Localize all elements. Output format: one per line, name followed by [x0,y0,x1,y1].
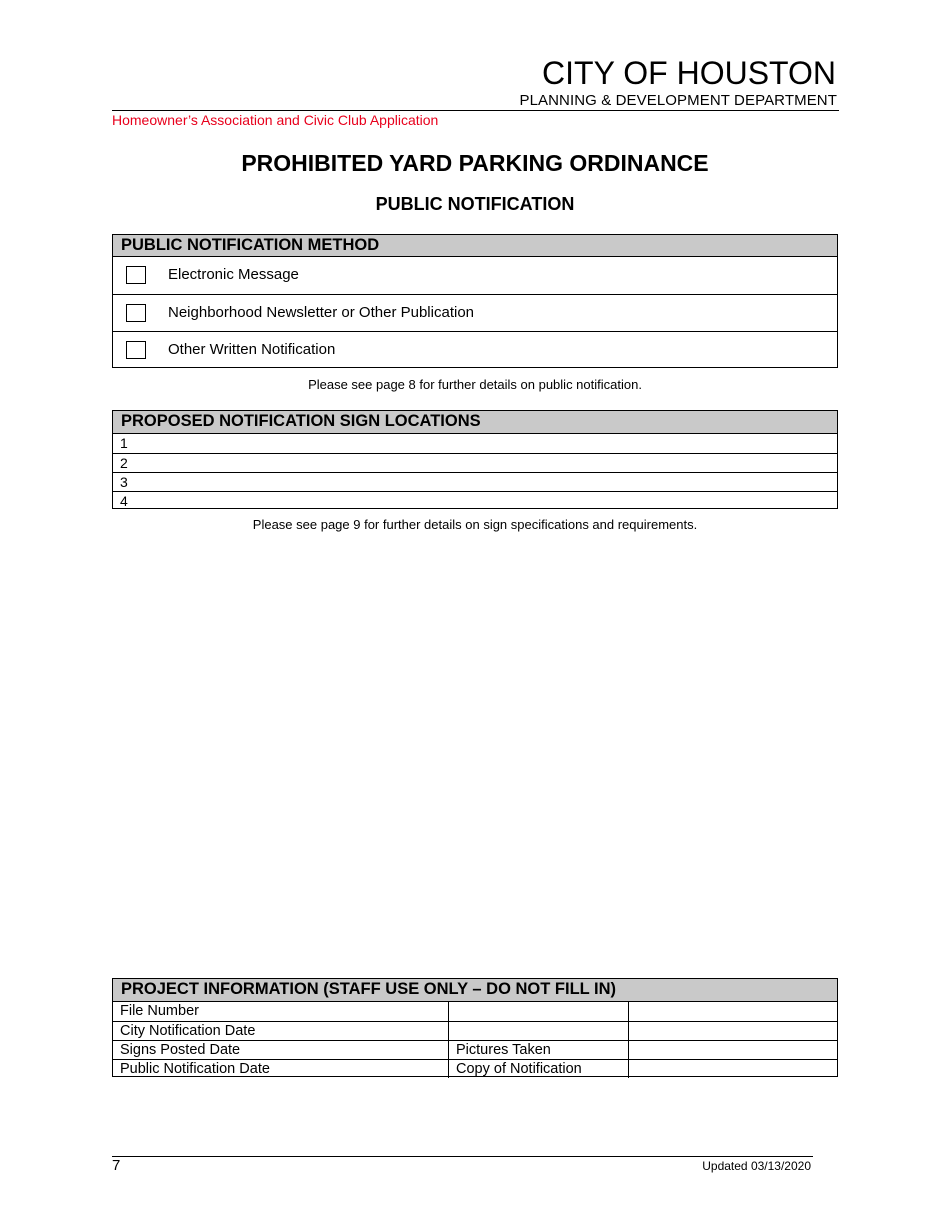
method-option-newsletter[interactable] [113,294,837,331]
sign-locations-table [112,410,838,509]
notification-method-heading: PUBLIC NOTIFICATION METHOD [113,235,837,257]
method-option-electronic[interactable] [113,257,837,294]
sign-location-row-1[interactable]: 1 [120,435,128,451]
sign-location-row-3[interactable]: 3 [113,472,837,491]
page-title: PROHIBITED YARD PARKING ORDINANCE [241,150,709,176]
sign-locations-heading: PROPOSED NOTIFICATION SIGN LOCATIONS [113,411,837,434]
copy-of-notification-field [629,1060,837,1078]
file-number-field [449,1002,629,1021]
notification-method-note: Please see page 8 for further details on public notification. [308,377,642,392]
signs-posted-date-label: Signs Posted Date [113,1041,449,1059]
method-option-label: Other Written Notification [168,341,336,358]
method-option-label: Electronic Message [168,266,299,283]
org-title: CITY OF HOUSTON [542,55,836,91]
file-number-label: File Number [113,1002,449,1021]
city-notification-date-label: City Notification Date [113,1022,449,1040]
project-information-heading: PROJECT INFORMATION (STAFF USE ONLY – DO NOT FILL IN) [113,979,837,1002]
sign-locations-note: Please see page 9 for further details on sign specifications and requirements. [252,517,698,532]
method-option-label: Neighborhood Newsletter or Other Publication [168,304,474,321]
written-notification-checkbox[interactable] [126,341,146,359]
table-row [113,1002,837,1021]
sign-location-row-4[interactable]: 4 [113,491,837,510]
footer-divider [112,1156,813,1157]
pictures-taken-label: Pictures Taken [449,1041,629,1059]
notification-method-table [112,234,838,368]
page-number: 7 [112,1157,121,1174]
header-divider [112,110,839,111]
public-notification-date-label: Public Notification Date [113,1060,449,1078]
copy-of-notification-label: Copy of Notification [449,1060,629,1078]
pictures-taken-field [629,1041,837,1059]
newsletter-checkbox[interactable] [126,304,146,322]
application-name: Homeowner’s Association and Civic Club Application [112,112,439,128]
org-department: PLANNING & DEVELOPMENT DEPARTMENT [519,92,837,109]
file-number-extra-field [629,1002,837,1021]
city-notification-extra-field [629,1022,837,1040]
page-subtitle: PUBLIC NOTIFICATION [375,194,575,214]
table-row [113,1021,837,1040]
updated-date: Updated 03/13/2020 [702,1159,811,1173]
method-option-written[interactable] [113,331,837,368]
table-row [113,1059,837,1078]
sign-location-row-2[interactable]: 2 [113,453,837,472]
electronic-message-checkbox[interactable] [126,266,146,284]
table-row [113,1040,837,1059]
city-notification-date-field [449,1022,629,1040]
project-information-table [112,978,838,1077]
